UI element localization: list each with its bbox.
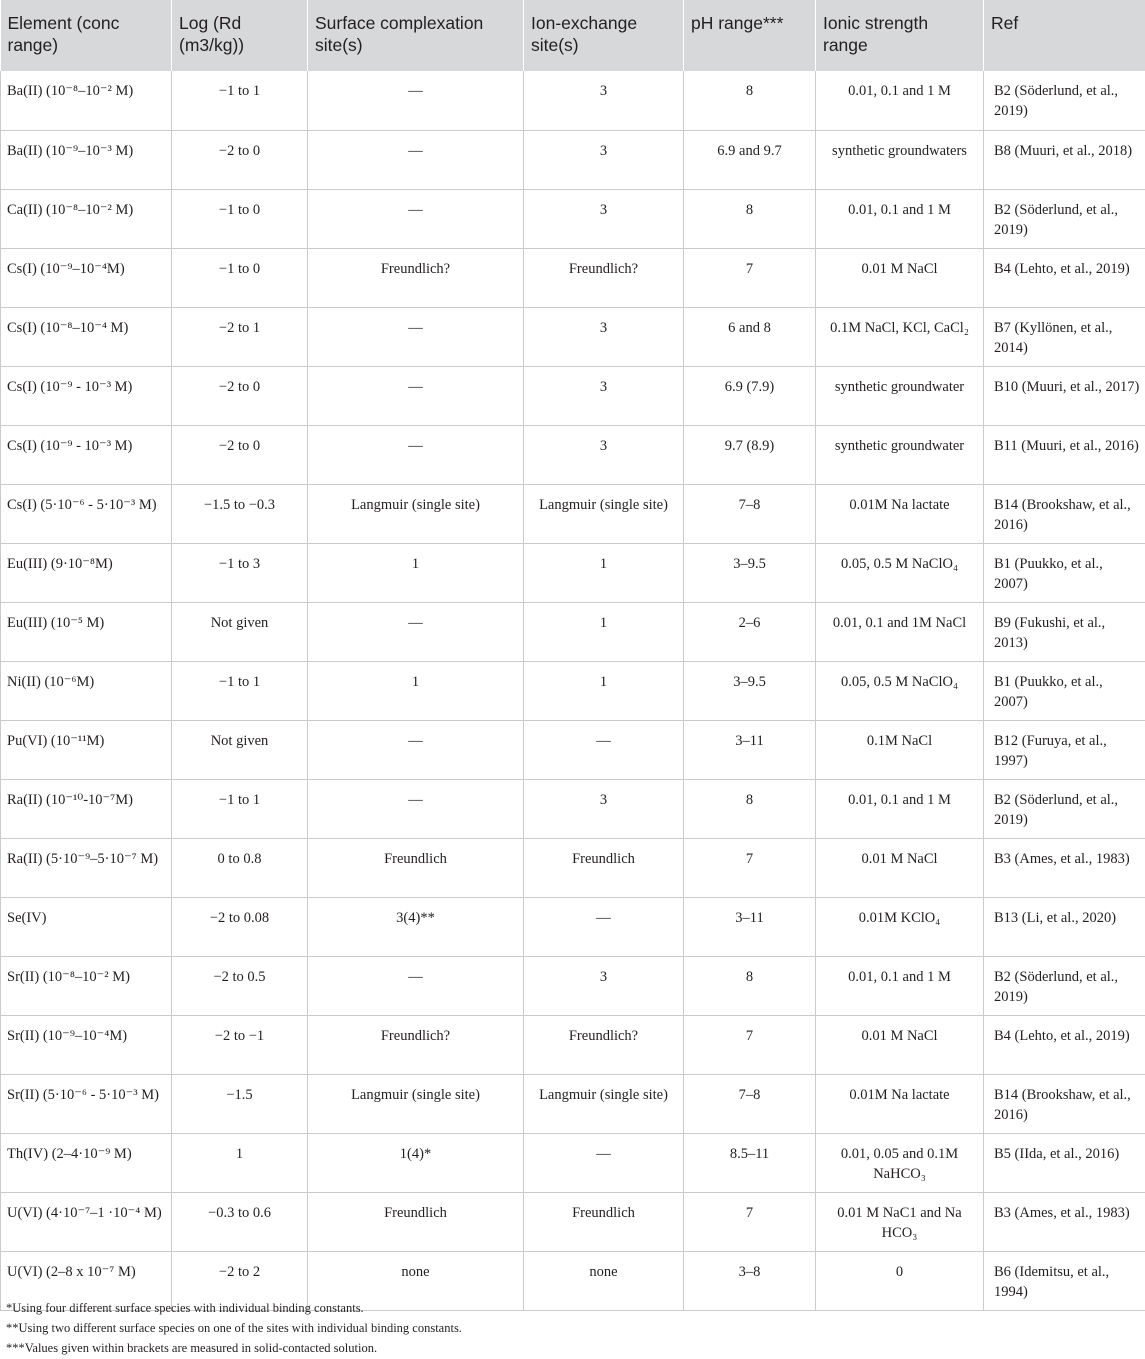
cell-ionic-strength: 0.01, 0.1 and 1M NaCl xyxy=(816,602,984,661)
cell-ph-range: 6.9 (7.9) xyxy=(684,366,816,425)
cell-ph-range: 7 xyxy=(684,838,816,897)
cell-log-rd: −2 to 1 xyxy=(172,307,308,366)
cell-ref: B11 (Muuri, et al., 2016) xyxy=(984,425,1145,484)
cell-ionic-strength: 0.01, 0.05 and 0.1M NaHCO₃ xyxy=(816,1133,984,1192)
cell-ion-exchange: — xyxy=(524,1133,684,1192)
cell-ph-range: 3–9.5 xyxy=(684,661,816,720)
cell-ref: B1 (Puukko, et al., 2007) xyxy=(984,661,1145,720)
table-row xyxy=(1,602,1145,661)
table-row xyxy=(1,425,1145,484)
cell-log-rd: −2 to 0.08 xyxy=(172,897,308,956)
cell-log-rd: −1 to 0 xyxy=(172,189,308,248)
cell-ionic-strength: 0.1M NaCl, KCl, CaCl₂ xyxy=(816,307,984,366)
cell-ion-exchange: 3 xyxy=(524,779,684,838)
cell-ph-range: 3–8 xyxy=(684,1251,816,1310)
cell-ph-range: 8.5–11 xyxy=(684,1133,816,1192)
cell-ion-exchange: Freundlich xyxy=(524,1192,684,1251)
cell-element: Cs(I) (10⁻⁹ - 10⁻³ M) xyxy=(1,425,172,484)
cell-surface-complexation: 3(4)** xyxy=(308,897,524,956)
cell-ionic-strength: 0.01 M NaCl xyxy=(816,838,984,897)
table-row xyxy=(1,366,1145,425)
cell-element: Cs(I) (10⁻⁸–10⁻⁴ M) xyxy=(1,307,172,366)
cell-log-rd: −1 to 1 xyxy=(172,661,308,720)
column-header-ref: Ref xyxy=(984,0,1145,71)
footnote: ***Values given within brackets are measured in solid-contacted solution. xyxy=(6,1341,378,1355)
cell-log-rd: Not given xyxy=(172,720,308,779)
cell-ionic-strength: 0.05, 0.5 M NaClO₄ xyxy=(816,543,984,602)
column-header-ionic-strength: Ionic strength range xyxy=(816,0,984,71)
cell-ph-range: 3–9.5 xyxy=(684,543,816,602)
cell-log-rd: −2 to 0 xyxy=(172,425,308,484)
cell-ion-exchange: 3 xyxy=(524,366,684,425)
cell-log-rd: −1 to 1 xyxy=(172,779,308,838)
cell-ph-range: 8 xyxy=(684,956,816,1015)
cell-ph-range: 9.7 (8.9) xyxy=(684,425,816,484)
cell-ref: B4 (Lehto, et al., 2019) xyxy=(984,1015,1145,1074)
cell-ref: B4 (Lehto, et al., 2019) xyxy=(984,248,1145,307)
table-row xyxy=(1,720,1145,779)
table-row xyxy=(1,130,1145,189)
cell-ionic-strength: 0 xyxy=(816,1251,984,1310)
cell-ion-exchange: 1 xyxy=(524,661,684,720)
table-row xyxy=(1,543,1145,602)
cell-ph-range: 3–11 xyxy=(684,897,816,956)
cell-surface-complexation: — xyxy=(308,956,524,1015)
cell-ion-exchange: Freundlich? xyxy=(524,1015,684,1074)
table-row xyxy=(1,779,1145,838)
cell-element: Cs(I) (10⁻⁹–10⁻⁴M) xyxy=(1,248,172,307)
column-header-ion-exchange: Ion-exchange site(s) xyxy=(524,0,684,71)
cell-ionic-strength: 0.01, 0.1 and 1 M xyxy=(816,71,984,130)
table-row xyxy=(1,1015,1145,1074)
cell-ionic-strength: 0.1M NaCl xyxy=(816,720,984,779)
cell-element: Eu(III) (10⁻⁵ M) xyxy=(1,602,172,661)
cell-ref: B8 (Muuri, et al., 2018) xyxy=(984,130,1145,189)
cell-ref: B2 (Söderlund, et al., 2019) xyxy=(984,956,1145,1015)
footnotes xyxy=(6,1298,1126,1358)
cell-ref: B2 (Söderlund, et al., 2019) xyxy=(984,189,1145,248)
column-header-log-rd: Log (Rd (m3/kg)) xyxy=(172,0,308,71)
cell-ph-range: 8 xyxy=(684,189,816,248)
cell-element: Ra(II) (5·10⁻⁹–5·10⁻⁷ M) xyxy=(1,838,172,897)
column-header-ph-range: pH range*** xyxy=(684,0,816,71)
cell-ref: B14 (Brookshaw, et al., 2016) xyxy=(984,484,1145,543)
cell-ionic-strength: synthetic groundwater xyxy=(816,366,984,425)
cell-ion-exchange: 3 xyxy=(524,71,684,130)
cell-element: Se(IV) xyxy=(1,897,172,956)
cell-ionic-strength: 0.01 M NaCl xyxy=(816,1015,984,1074)
cell-ref: B3 (Ames, et al., 1983) xyxy=(984,1192,1145,1251)
cell-element: Ca(II) (10⁻⁸–10⁻² M) xyxy=(1,189,172,248)
table-row xyxy=(1,1074,1145,1133)
cell-log-rd: Not given xyxy=(172,602,308,661)
cell-log-rd: −2 to 2 xyxy=(172,1251,308,1310)
cell-ion-exchange: — xyxy=(524,897,684,956)
cell-ph-range: 6.9 and 9.7 xyxy=(684,130,816,189)
cell-log-rd: −2 to 0 xyxy=(172,366,308,425)
cell-ionic-strength: 0.05, 0.5 M NaClO₄ xyxy=(816,661,984,720)
cell-ref: B12 (Furuya, et al., 1997) xyxy=(984,720,1145,779)
cell-element: Ni(II) (10⁻⁶M) xyxy=(1,661,172,720)
cell-ph-range: 6 and 8 xyxy=(684,307,816,366)
cell-ionic-strength: synthetic groundwater xyxy=(816,425,984,484)
table-body xyxy=(1,71,1145,1310)
table-row xyxy=(1,897,1145,956)
cell-ref: B9 (Fukushi, et al., 2013) xyxy=(984,602,1145,661)
cell-element: Eu(III) (9·10⁻⁸M) xyxy=(1,543,172,602)
cell-log-rd: −1.5 xyxy=(172,1074,308,1133)
table-row xyxy=(1,1133,1145,1192)
cell-ph-range: 8 xyxy=(684,779,816,838)
cell-ionic-strength: 0.01, 0.1 and 1 M xyxy=(816,189,984,248)
cell-ref: B5 (IIda, et al., 2016) xyxy=(984,1133,1145,1192)
table-row xyxy=(1,1192,1145,1251)
cell-ref: B7 (Kyllönen, et al., 2014) xyxy=(984,307,1145,366)
cell-surface-complexation: — xyxy=(308,307,524,366)
cell-ion-exchange: — xyxy=(524,720,684,779)
cell-log-rd: −2 to 0.5 xyxy=(172,956,308,1015)
cell-element: Ba(II) (10⁻⁸–10⁻² M) xyxy=(1,71,172,130)
cell-ref: B13 (Li, et al., 2020) xyxy=(984,897,1145,956)
cell-surface-complexation: — xyxy=(308,425,524,484)
cell-ionic-strength: 0.01 M NaC1 and Na HCO₃ xyxy=(816,1192,984,1251)
cell-log-rd: −1.5 to −0.3 xyxy=(172,484,308,543)
cell-ion-exchange: Freundlich xyxy=(524,838,684,897)
cell-element: Ba(II) (10⁻⁹–10⁻³ M) xyxy=(1,130,172,189)
cell-log-rd: −0.3 to 0.6 xyxy=(172,1192,308,1251)
cell-surface-complexation: Freundlich? xyxy=(308,1015,524,1074)
cell-ph-range: 3–11 xyxy=(684,720,816,779)
cell-surface-complexation: 1(4)* xyxy=(308,1133,524,1192)
cell-surface-complexation: — xyxy=(308,366,524,425)
cell-ion-exchange: 3 xyxy=(524,130,684,189)
cell-ph-range: 7 xyxy=(684,1015,816,1074)
table-row xyxy=(1,248,1145,307)
cell-ion-exchange: Freundlich? xyxy=(524,248,684,307)
cell-surface-complexation: 1 xyxy=(308,661,524,720)
column-header-element: Element (conc range) xyxy=(1,0,172,71)
cell-surface-complexation: — xyxy=(308,602,524,661)
table-row xyxy=(1,484,1145,543)
cell-surface-complexation: 1 xyxy=(308,543,524,602)
cell-element: Sr(II) (10⁻⁸–10⁻² M) xyxy=(1,956,172,1015)
cell-ph-range: 7 xyxy=(684,1192,816,1251)
cell-ion-exchange: 1 xyxy=(524,543,684,602)
cell-surface-complexation: — xyxy=(308,130,524,189)
cell-ionic-strength: 0.01M Na lactate xyxy=(816,1074,984,1133)
cell-ref: B1 (Puukko, et al., 2007) xyxy=(984,543,1145,602)
cell-surface-complexation: — xyxy=(308,779,524,838)
cell-ionic-strength: 0.01 M NaCl xyxy=(816,248,984,307)
cell-ref: B6 (Idemitsu, et al., 1994) xyxy=(984,1251,1145,1310)
cell-ref: B3 (Ames, et al., 1983) xyxy=(984,838,1145,897)
cell-element: Ra(II) (10⁻¹⁰-10⁻⁷M) xyxy=(1,779,172,838)
cell-ionic-strength: 0.01, 0.1 and 1 M xyxy=(816,956,984,1015)
cell-ref: B2 (Söderlund, et al., 2019) xyxy=(984,779,1145,838)
table-row xyxy=(1,661,1145,720)
cell-element: Sr(II) (5·10⁻⁶ - 5·10⁻³ M) xyxy=(1,1074,172,1133)
cell-surface-complexation: Freundlich? xyxy=(308,248,524,307)
header-row xyxy=(1,0,1145,71)
cell-log-rd: −1 to 0 xyxy=(172,248,308,307)
cell-ion-exchange: none xyxy=(524,1251,684,1310)
table-row xyxy=(1,838,1145,897)
cell-ph-range: 7 xyxy=(684,248,816,307)
footnote: *Using four different surface species with individual binding constants. xyxy=(6,1301,364,1315)
cell-ion-exchange: 3 xyxy=(524,425,684,484)
cell-log-rd: −2 to 0 xyxy=(172,130,308,189)
cell-ion-exchange: 3 xyxy=(524,189,684,248)
cell-element: Sr(II) (10⁻⁹–10⁻⁴M) xyxy=(1,1015,172,1074)
cell-ion-exchange: Langmuir (single site) xyxy=(524,484,684,543)
cell-surface-complexation: Freundlich xyxy=(308,838,524,897)
cell-ph-range: 8 xyxy=(684,71,816,130)
cell-log-rd: −1 to 1 xyxy=(172,71,308,130)
cell-element: U(VI) (2–8 x 10⁻⁷ M) xyxy=(1,1251,172,1310)
cell-ionic-strength: 0.01M KClO₄ xyxy=(816,897,984,956)
cell-ph-range: 7–8 xyxy=(684,484,816,543)
cell-surface-complexation: none xyxy=(308,1251,524,1310)
cell-log-rd: −2 to −1 xyxy=(172,1015,308,1074)
cell-ref: B14 (Brookshaw, et al., 2016) xyxy=(984,1074,1145,1133)
cell-surface-complexation: Freundlich xyxy=(308,1192,524,1251)
cell-surface-complexation: Langmuir (single site) xyxy=(308,484,524,543)
cell-ionic-strength: 0.01M Na lactate xyxy=(816,484,984,543)
table-row xyxy=(1,307,1145,366)
cell-surface-complexation: — xyxy=(308,71,524,130)
table-row xyxy=(1,71,1145,130)
table-header xyxy=(1,0,1145,71)
cell-ionic-strength: synthetic groundwaters xyxy=(816,130,984,189)
cell-element: Cs(I) (5·10⁻⁶ - 5·10⁻³ M) xyxy=(1,484,172,543)
cell-log-rd: 0 to 0.8 xyxy=(172,838,308,897)
cell-element: U(VI) (4·10⁻⁷–1 ·10⁻⁴ M) xyxy=(1,1192,172,1251)
cell-ion-exchange: Langmuir (single site) xyxy=(524,1074,684,1133)
cell-element: Th(IV) (2–4·10⁻⁹ M) xyxy=(1,1133,172,1192)
cell-surface-complexation: Langmuir (single site) xyxy=(308,1074,524,1133)
table-row xyxy=(1,189,1145,248)
cell-element: Pu(VI) (10⁻¹¹M) xyxy=(1,720,172,779)
cell-ion-exchange: 3 xyxy=(524,956,684,1015)
cell-ionic-strength: 0.01, 0.1 and 1 M xyxy=(816,779,984,838)
cell-log-rd: −1 to 3 xyxy=(172,543,308,602)
cell-surface-complexation: — xyxy=(308,189,524,248)
table-row xyxy=(1,956,1145,1015)
cell-element: Cs(I) (10⁻⁹ - 10⁻³ M) xyxy=(1,366,172,425)
cell-surface-complexation: — xyxy=(308,720,524,779)
cell-ion-exchange: 3 xyxy=(524,307,684,366)
cell-log-rd: 1 xyxy=(172,1133,308,1192)
cell-ph-range: 2–6 xyxy=(684,602,816,661)
cell-ion-exchange: 1 xyxy=(524,602,684,661)
column-header-surface-complexation: Surface complexation site(s) xyxy=(308,0,524,71)
footnote: **Using two different surface species on one of the sites with individual binding constants. xyxy=(6,1321,462,1335)
cell-ref: B10 (Muuri, et al., 2017) xyxy=(984,366,1145,425)
cell-ref: B2 (Söderlund, et al., 2019) xyxy=(984,71,1145,130)
cell-ph-range: 7–8 xyxy=(684,1074,816,1133)
